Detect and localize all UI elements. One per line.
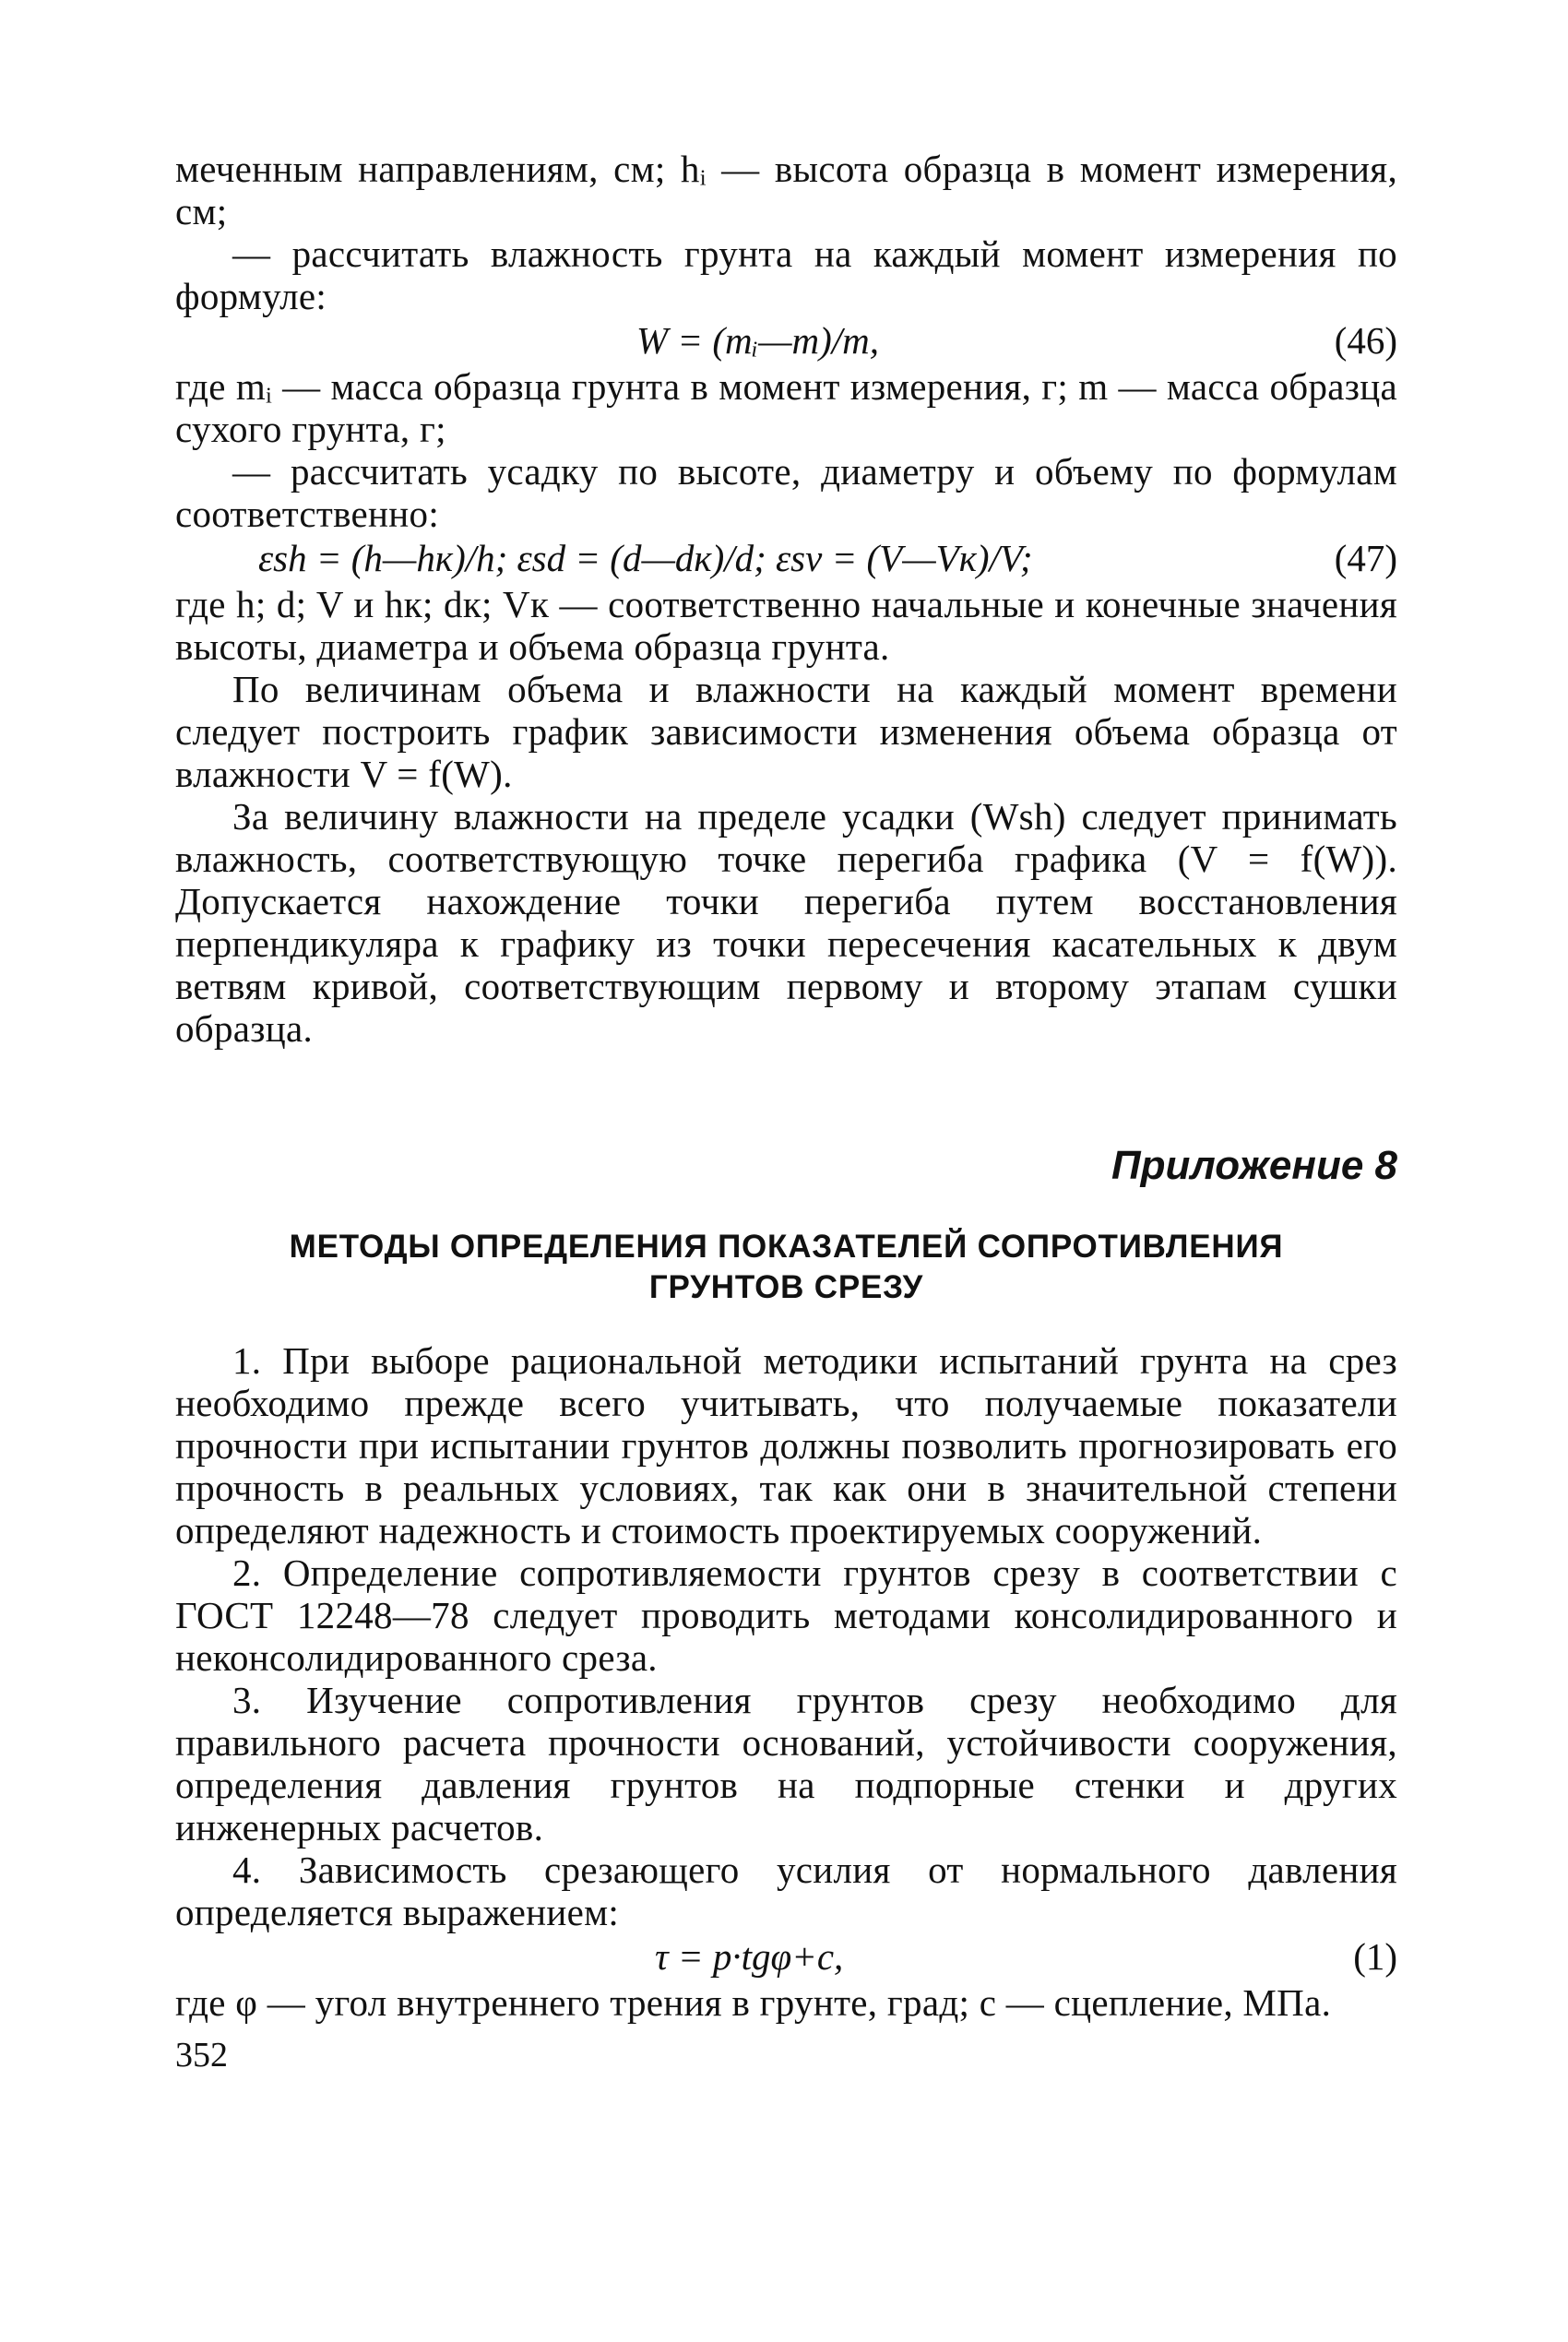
paragraph-measurement-height: меченным направлениям, см; hᵢ — высота образца в момент измерения, см; — [175, 148, 1397, 232]
formula-46-number: (46) — [1334, 319, 1397, 362]
paragraph-plot-graph: По величинам объема и влажности на каждый момент времени следует построить график зависимости изменения объема образца от влажности V = f(W). — [175, 668, 1397, 795]
formula-46 — [175, 319, 1397, 363]
appendix-label: Приложение 8 — [1111, 1143, 1397, 1188]
paragraph-calc-shrinkage: — рассчитать усадку по высоте, диаметру и объему по формулам соответственно: — [175, 450, 1397, 535]
paragraph-5: где φ — угол внутреннего трения в грунте, град; c — сцепление, МПа. — [175, 1981, 1332, 2024]
section-title — [175, 1227, 1397, 1308]
paragraph-4: 4. Зависимость срезающего усилия от нормального давления определяется выражением: — [175, 1849, 1397, 1933]
formula-1 — [175, 1935, 1397, 1979]
formula-1-number: (1) — [1353, 1935, 1397, 1978]
paragraph-3: 3. Изучение сопротивления грунтов срезу необходимо для правильного расчета прочности оснований, устойчивости сооружения, определения давления грунтов на подпорные стенки и других инженерных расчетов. — [175, 1679, 1397, 1849]
paragraph-2: 2. Определение сопротивляемости грунтов срезу в соответствии с ГОСТ 12248—78 следует проводить методами консолидированного и неконсолидированного среза. — [175, 1551, 1397, 1679]
formula-47 — [175, 537, 1397, 581]
formula-47-expression: εsh = (h—hк)/h; εsd = (d—dк)/d; εsv = (V—Vк)/V; — [258, 537, 1033, 579]
section-title-line-2: ГРУНТОВ СРЕЗУ — [648, 1269, 924, 1305]
page-number: 352 — [175, 2036, 228, 2075]
paragraph-1: 1. При выборе рациональной методики испытаний грунта на срез необходимо прежде всего учитывать, что получаемые показатели прочности при испытании грунтов должны позволить прогнозировать его прочность в реальных условиях, так как они в значительной степени определяют надежность и стоимость проектируемых сооружений. — [175, 1339, 1397, 1551]
paragraph-mass-definitions: где mᵢ — масса образца грунта в момент измерения, г; m — масса образца сухого грунта, г; — [175, 365, 1397, 450]
paragraph-calc-moisture: — рассчитать влажность грунта на каждый момент измерения по формуле: — [175, 232, 1397, 317]
section-title-line-1: МЕТОДЫ ОПРЕДЕЛЕНИЯ ПОКАЗАТЕЛЕЙ СОПРОТИВЛЕНИЯ — [289, 1229, 1284, 1265]
formula-1-expression: τ = p·tgφ+c, — [655, 1935, 844, 1978]
paragraph-shrinkage-limit: За величину влажности на пределе усадки (Wsh) следует принимать влажность, соответствующую точке перегиба графика (V = f(W)). Допускается нахождение точки перегиба путем восстановления перпендикуляра к графику из точки пересечения касательных к двум ветвям кривой, соответствующим первому и второму этапам сушки образца. — [175, 795, 1397, 1050]
formula-46-expression: W = (mᵢ—m)/m, — [636, 319, 880, 362]
page-content — [175, 148, 1397, 2075]
formula-47-number: (47) — [1334, 537, 1397, 579]
paragraph-variable-definitions: где h; d; V и hк; dк; Vк — соответственно начальные и конечные значения высоты, диаметра и объема образца грунта. — [175, 583, 1397, 668]
